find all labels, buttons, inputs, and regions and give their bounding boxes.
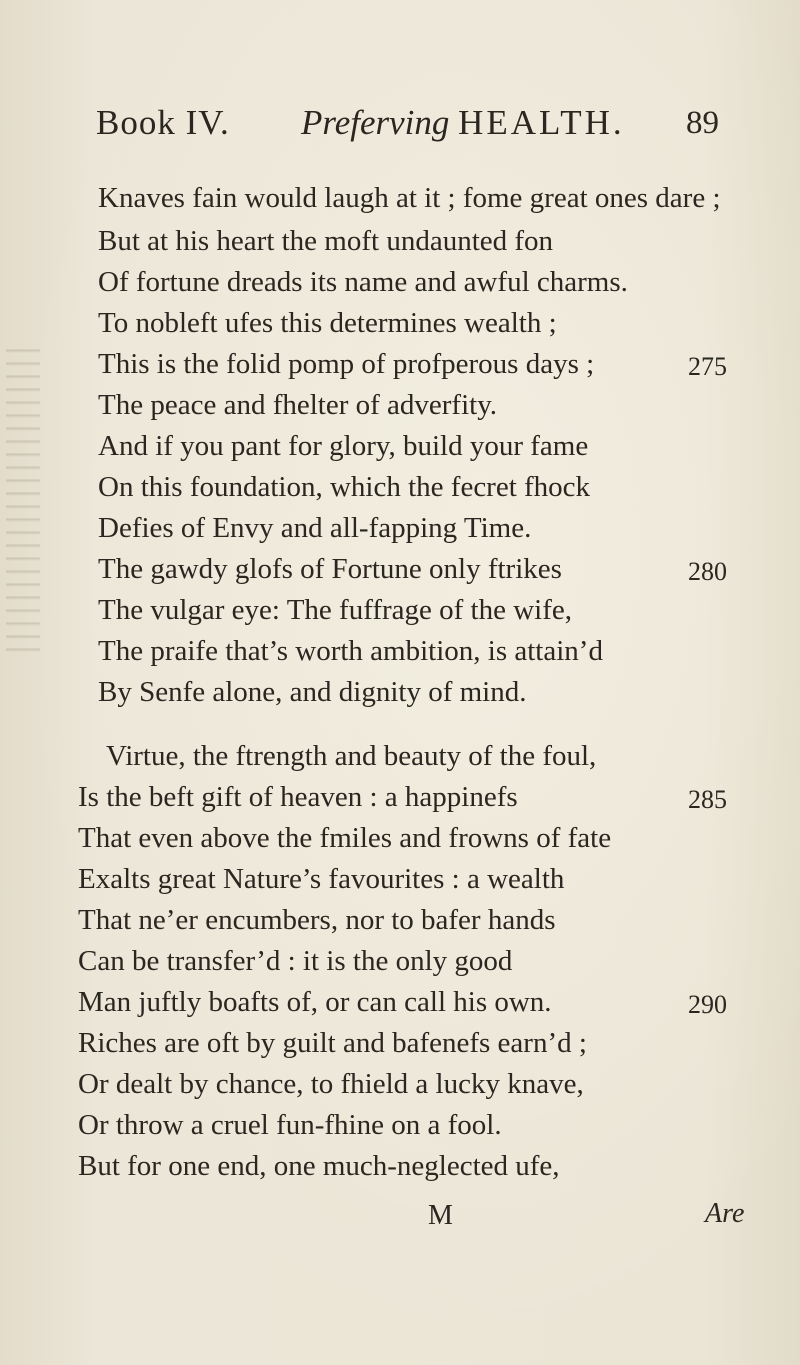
verse-line: But for one end, one much-neglected ufe, xyxy=(78,1150,560,1182)
running-title-italic: Preferving xyxy=(301,103,450,142)
verse-line: Man juftly boafts of, or can call his own. xyxy=(78,986,552,1018)
verse-line: That even above the fmiles and frowns of fate xyxy=(78,822,612,854)
binding-edge-marks xyxy=(6,340,40,660)
verse-line: But at his heart the moft undaunted fon xyxy=(98,225,554,257)
line-number: 275 xyxy=(688,352,727,381)
verse-line: Defies of Envy and all-fapping Time. xyxy=(98,512,532,544)
verse-line: Or dealt by chance, to fhield a lucky knave, xyxy=(78,1068,584,1100)
book-label: Book IV. xyxy=(96,103,230,142)
verse-line: Is the beft gift of heaven : a happinefs xyxy=(78,781,518,813)
verse-line: That ne’er encumbers, nor to bafer hands xyxy=(78,904,556,936)
line-number: 290 xyxy=(688,990,727,1019)
running-title xyxy=(301,103,625,143)
verse-line: To nobleft ufes this determines wealth ; xyxy=(98,307,557,339)
verse-line: Or throw a cruel fun-fhine on a fool. xyxy=(78,1109,502,1141)
running-title-caps: HEALTH. xyxy=(458,103,625,142)
running-header xyxy=(96,103,719,153)
catchword: Are xyxy=(705,1198,745,1229)
verse-line: The vulgar eye: The fuffrage of the wife, xyxy=(98,594,572,626)
verse-line: The gawdy glofs of Fortune only ftrikes xyxy=(98,553,562,585)
verse-line: And if you pant for glory, build your fame xyxy=(98,430,589,462)
verse-line: Virtue, the ftrength and beauty of the foul, xyxy=(106,740,597,772)
verse-line: Knaves fain would laugh at it ; fome great ones dare ; xyxy=(98,182,721,214)
verse-line: On this foundation, which the fecret fhock xyxy=(98,471,591,503)
verse-line: The peace and fhelter of adverfity. xyxy=(98,389,498,421)
signature-mark: M xyxy=(428,1200,453,1231)
verse-line: The praife that’s worth ambition, is attain’d xyxy=(98,635,603,667)
verse-line: By Senfe alone, and dignity of mind. xyxy=(98,676,527,708)
verse-line: Exalts great Nature’s favourites : a wealth xyxy=(78,863,565,895)
verse-line: This is the folid pomp of profperous days ; xyxy=(98,348,595,380)
page-number: 89 xyxy=(686,105,719,141)
verse-line: Riches are oft by guilt and bafenefs earn’d ; xyxy=(78,1027,587,1059)
line-number: 285 xyxy=(688,785,727,814)
verse-line: Can be transfer’d : it is the only good xyxy=(78,945,513,977)
line-number: 280 xyxy=(688,557,727,586)
verse-line: Of fortune dreads its name and awful charms. xyxy=(98,266,628,298)
